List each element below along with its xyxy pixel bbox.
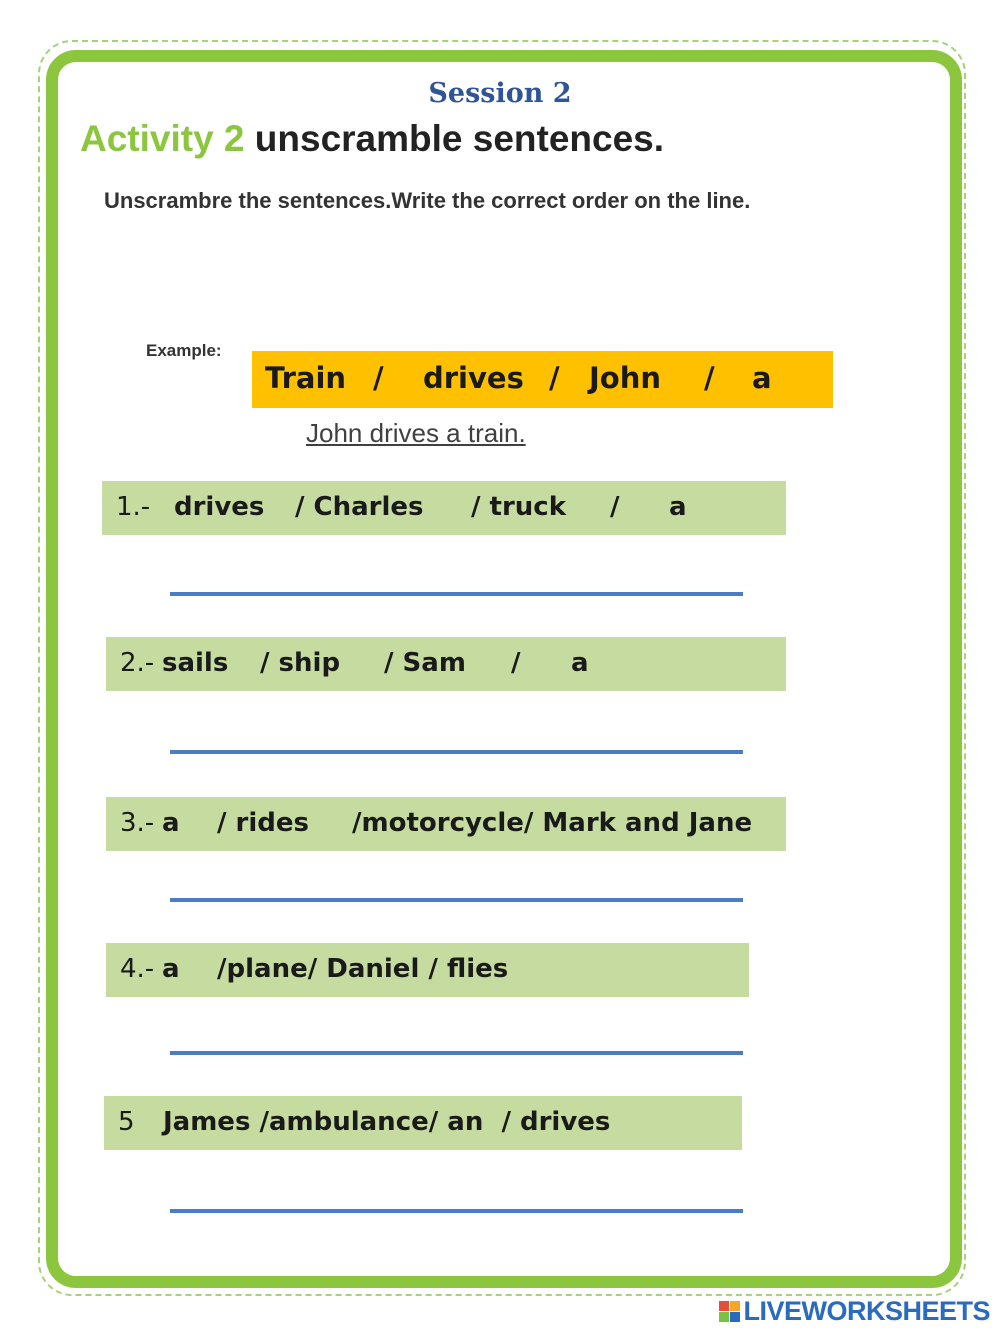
answer-line-4[interactable] xyxy=(170,1051,743,1055)
logo-square xyxy=(719,1312,729,1322)
answer-line-5[interactable] xyxy=(170,1209,743,1213)
example-scrambled-box xyxy=(252,351,833,408)
answer-line-3[interactable] xyxy=(170,898,743,902)
scrambled-word: /motorcycle/ Mark and Jane xyxy=(352,808,753,838)
example-word: / xyxy=(704,361,715,395)
question-number: 4.- xyxy=(120,954,155,984)
example-word: / xyxy=(373,361,384,395)
scrambled-word: sails xyxy=(162,648,229,678)
question-4-box xyxy=(106,943,749,997)
example-word: drives xyxy=(423,361,524,395)
scrambled-word: a xyxy=(162,808,180,838)
scrambled-word: drives xyxy=(174,492,265,522)
scrambled-word: a xyxy=(669,492,687,522)
scrambled-word: James /ambulance/ an / drives xyxy=(163,1107,611,1137)
answer-line-2[interactable] xyxy=(170,750,743,754)
question-1-box xyxy=(102,481,786,535)
logo-square xyxy=(730,1312,740,1322)
scrambled-word: / xyxy=(610,492,620,522)
liveworksheets-logo-text: LIVEWORKSHEETS xyxy=(743,1296,990,1326)
scrambled-word: / Charles xyxy=(295,492,424,522)
logo-square xyxy=(730,1301,740,1311)
scrambled-word: a xyxy=(571,648,589,678)
question-number: 3.- xyxy=(120,808,155,838)
question-number: 1.- xyxy=(116,492,151,522)
activity-heading xyxy=(80,118,664,160)
scrambled-word: a xyxy=(162,954,180,984)
question-2-box xyxy=(106,637,786,691)
scrambled-word: / Sam xyxy=(384,648,466,678)
answer-line-1[interactable] xyxy=(170,592,743,596)
question-3-box xyxy=(106,797,786,851)
scrambled-word: / ship xyxy=(260,648,341,678)
example-word: / xyxy=(549,361,560,395)
example-word: a xyxy=(752,361,772,395)
question-5-box xyxy=(104,1096,742,1150)
example-answer: John drives a train. xyxy=(306,418,526,448)
scrambled-word: / xyxy=(511,648,521,678)
liveworksheets-logo-icon xyxy=(719,1301,740,1322)
session-title: Session 2 xyxy=(428,78,572,109)
logo-square xyxy=(719,1301,729,1311)
example-word: John xyxy=(589,361,662,395)
example-label: Example: xyxy=(146,341,222,360)
question-number: 2.- xyxy=(120,648,155,678)
liveworksheets-logo xyxy=(719,1296,990,1327)
scrambled-word: /plane/ Daniel / flies xyxy=(217,954,509,984)
instruction-text: Unscrambre the sentences.Write the correct order on the line. xyxy=(104,188,751,213)
question-number: 5 xyxy=(118,1107,135,1137)
activity-title: unscramble sentences. xyxy=(254,118,665,159)
scrambled-word: / rides xyxy=(217,808,310,838)
example-word: Train xyxy=(265,361,347,395)
activity-label: Activity 2 xyxy=(80,118,245,159)
scrambled-word: / truck xyxy=(471,492,567,522)
